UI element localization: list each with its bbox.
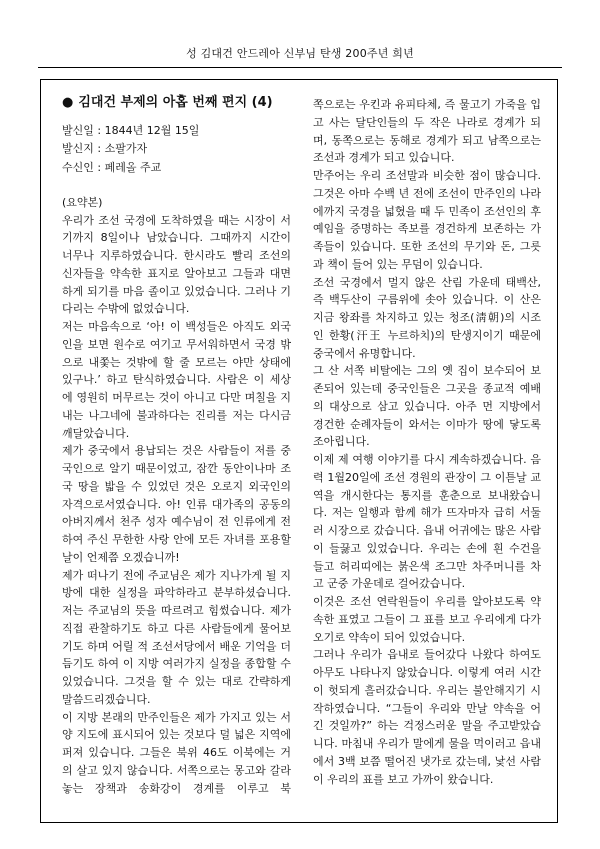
bullet-icon: ● [62, 95, 74, 110]
header-divider [38, 67, 562, 68]
letter-title-text: 김대건 부제의 아홉 번째 편지 (4) [78, 95, 273, 110]
paragraph: 조선 국경에서 멀지 않은 산림 가운데 태백산, 즉 백두산이 구름위에 솟아 있습니다. 이 산은 지금 왕좌를 차지하고 있는 청조(淸朝)의 시조인 한황(汗王 누르하치)의 탄생지이기 때문에 중국에서 유명합니다. [313, 275, 541, 360]
left-column [62, 94, 291, 797]
paragraph-continuation: 쪽으로는 우킨과 유피타체, 즉 물고기 가죽을 입고 사는 달단인들의 두 작은 나라로 경계가 되며, 동쪽으로는 동해로 경계가 되고 남쪽으로는 조선과 경계가 되고 있습니다. [313, 98, 541, 165]
paragraph: 우리가 조선 국경에 도착하였을 때는 시장이 서기까지 8일이나 남았습니다. 그때까지 시간이 너무나 지루하였습니다. 한시라도 빨리 조선의 신자들을 약속한 표지로 알아보고 그들과 대면하게 되기를 마음 졸이고 있었습니다. 그러나 기다리는 수밖에 없었습니다. [62, 213, 291, 316]
paragraph: 저는 마음속으로 ‘아! 이 백성들은 아직도 외국인을 보면 원수로 여기고 무서워하면서 국경 밖으로 내쫓는 것밖에 할 줄 모르는 야만 상태에 있구나.’ 하고 탄식하였습니다. 사람은 이 세상에 영원히 머무르는 것이 아니고 다만 며칠을 지내는 나그네에 불과하다는 진리를 저는 다시금 깨달았습니다. [62, 320, 291, 440]
info-sent-date: 발신일 : 1844년 12월 15일 [62, 124, 200, 137]
summary-label: (요약본) [62, 195, 103, 209]
paragraph: 제가 중국에서 용납되는 것은 사람들이 저를 중국인으로 알기 때문이었고, 잠깐 동안이나마 조국 땅을 밟을 수 있었던 것은 오로지 외국인의 자격으로서였습니다. 아! 인류 대가족의 공동의 아버지께서 천주 성자 예수님이 전 인류에게 전하여 주신 무한한 사랑 안에 모든 자녀를 포용할 날이 언제쯤 오겠습니까! [62, 444, 291, 564]
paragraph: 이제 제 여행 이야기를 다시 계속하겠습니다. 음력 1월20일에 조선 경원의 관장이 그 이튿날 교역을 개시한다는 통지를 훈춘으로 보내왔습니다. 저는 일행과 함께 해가 뜨자마자 급히 서둘러 시장으로 갔습니다. 읍내 어귀에는 많은 사람이 들끓고 있었습니다. 우리는 손에 흰 수건을 들고 허리띠에는 붉은색 조그만 차주머니를 차고 군중 가운데로 걸어갔습니다. [313, 453, 541, 591]
paragraph: 이것은 조선 연락원들이 우리를 알아보도록 약속한 표였고 그들이 그 표를 보고 우리에게 다가오기로 약속이 되어 있었습니다. [313, 595, 541, 644]
info-sent-place: 발신지 : 소팔가자 [62, 142, 148, 156]
paragraph: 그 산 서쪽 비탈에는 그의 옛 집이 보수되어 보존되어 있는데 중국인들은 그곳을 종교적 예배의 대상으로 삼고 있습니다. 아주 먼 지방에서 경건한 순례자들이 와서는 이마가 땅에 닿도록 조아립니다. [313, 364, 541, 449]
paragraph-continued: 이 지방 본래의 만주인들은 제가 가지고 있는 서양 지도에 표시되어 있는 것보다 덜 넓은 지역에 퍼져 있습니다. 그들은 북위 46도 이북에는 거의 살고 있지 않습니다. 서쪽으로는 몽고와 갈라놓는 장책과 송화강이 경계를 이루고 북 [62, 710, 291, 795]
paragraph: 만주어는 우리 조선말과 비슷한 점이 많습니다. 그것은 아마 수백 년 전에 조선이 만주인의 나라에까지 국경을 넓혔을 때 두 민족이 조선인의 후예임을 증명하는 족보를 경건하게 보존하는 가족들이 있습니다. 또한 조선의 무기와 돈, 그릇과 책이 들어 있는 무덤이 있습니다. [313, 169, 541, 271]
letter-title [62, 94, 291, 112]
paragraph: 제가 떠나기 전에 주교님은 제가 지나가게 될 지방에 대한 실정을 파악하라고 분부하셨습니다. 저는 주교님의 뜻을 따르려고 힘썼습니다. 제가 직접 관찰하기도 하고 다른 사람들에게 물어보기도 하며 어릴 적 조선서당에서 배운 기억을 더듬기도 하여 이 지방 여러가지 실정을 종합할 수 있었습니다. 그것을 할 수 있는 대로 간략하게 말씀드리겠습니다. [62, 568, 291, 706]
letter-info [62, 122, 291, 177]
paragraph: 그러나 우리가 읍내로 들어갔다 나왔다 하여도 아무도 나타나지 않았습니다. 이렇게 여러 시간이 헛되게 흘러갔습니다. 우리는 불안해지기 시작하였습니다. “그들이 우리와 만날 약속을 어긴 것일까?” 하는 걱정스러운 말을 주고받았습니다. 마침내 우리가 말에게 물을 먹이러고 읍내에서 3백 보쯤 떨어진 냇가로 갔는데, 낯선 사람이 우리의 표를 보고 가까이 왔습니다. [313, 648, 541, 786]
right-column [313, 96, 541, 788]
info-recipient: 수신인 : 페레올 주교 [62, 160, 162, 174]
page-header-title: 성 김대건 안드레아 신부님 탄생 200주년 희년 [186, 47, 414, 60]
